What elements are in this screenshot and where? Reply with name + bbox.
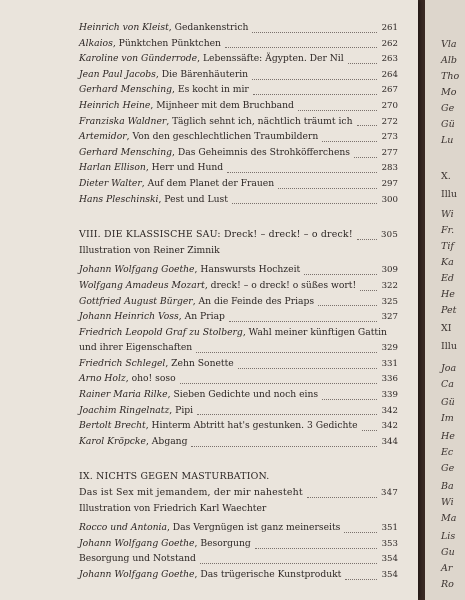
dot-leader bbox=[362, 429, 377, 431]
entry-author: Jean Paul Jacobs bbox=[79, 68, 156, 80]
entry-page: 336 bbox=[381, 374, 398, 385]
entry-title: Täglich sehnt ich, nächtlich träumt ich bbox=[172, 115, 353, 127]
dot-leader bbox=[197, 413, 377, 415]
entry-title: Sieben Gedichte und noch eins bbox=[173, 389, 319, 401]
toc-entry: Joachim Ringelnatz, Pipi 342 bbox=[79, 404, 398, 416]
toc-entry: Wolfgang Amadeus Mozart, dreck! – o dreck! o süßes wort! 322 bbox=[79, 279, 398, 291]
entry-title: Mijnheer mit dem Bruchband bbox=[156, 99, 294, 111]
entry-page: 342 bbox=[381, 421, 398, 432]
toc-entry: Bertolt Brecht, Hinterm Abtritt hat's gestunken. 3 Gedichte 342 bbox=[79, 420, 398, 432]
dot-leader bbox=[304, 273, 377, 275]
right-page-fragment: He bbox=[441, 289, 455, 300]
right-page-fragment: Mo bbox=[441, 87, 457, 98]
section-title: VIII. DIE KLASSISCHE SAU: Dreck! – dreck! – o dreck! bbox=[79, 229, 353, 241]
right-page-fragment: Ed bbox=[441, 273, 455, 284]
right-page-fragment: Ar bbox=[441, 563, 453, 574]
toc-entry: Rainer Maria Rilke, Sieben Gedichte und noch eins 339 bbox=[79, 389, 398, 401]
toc-entry: Heinrich Heine, Mijnheer mit dem Bruchband 270 bbox=[79, 99, 398, 111]
entry-page: 261 bbox=[381, 23, 398, 33]
table-of-contents bbox=[79, 22, 398, 585]
entry-author: Wolfgang Amadeus Mozart bbox=[79, 279, 205, 291]
right-page-fragment: Gü bbox=[441, 397, 455, 408]
dot-leader bbox=[344, 531, 377, 533]
entry-page: 351 bbox=[381, 523, 398, 534]
entry-author: Alkaios bbox=[79, 37, 113, 49]
entry-author: Artemidor bbox=[79, 131, 127, 143]
section-subtitle: Das ist Sex mit jemandem, der mir nahesteht bbox=[79, 487, 303, 499]
toc-entry: Arno Holz, oho! soso 336 bbox=[79, 373, 398, 385]
entry-author: Johann Wolfgang Goethe bbox=[79, 264, 195, 276]
entry-author: Karoline von Günderrode bbox=[79, 53, 198, 65]
entry-page: 300 bbox=[381, 194, 398, 205]
entry-page: 262 bbox=[381, 38, 398, 49]
dot-leader bbox=[322, 140, 377, 142]
right-page-fragment: Illu bbox=[441, 189, 457, 200]
entry-title: Wahl meiner künftigen Gattin bbox=[248, 326, 387, 338]
entry-title: Das Geheimnis des Strohköfferchens bbox=[177, 146, 351, 158]
section-subheading bbox=[79, 487, 398, 503]
dot-leader bbox=[348, 62, 377, 64]
right-page-fragment: Fr. bbox=[441, 225, 455, 236]
right-page-fragment: Alb bbox=[441, 55, 457, 66]
dot-leader bbox=[253, 93, 377, 95]
right-page-fragment: Ka bbox=[441, 257, 454, 268]
entry-author: Bertolt Brecht bbox=[79, 420, 146, 432]
entry-page: 273 bbox=[381, 132, 398, 143]
dot-leader bbox=[225, 46, 377, 48]
right-page-fragment: Ge bbox=[441, 103, 455, 114]
dot-leader bbox=[232, 202, 377, 204]
dot-leader bbox=[357, 124, 378, 126]
entry-page: 297 bbox=[381, 178, 398, 189]
entry-author: Johann Wolfgang Goethe bbox=[79, 537, 195, 549]
entry-title: An die Feinde des Priaps bbox=[198, 295, 315, 307]
entry-author: Gerhard Mensching bbox=[79, 146, 173, 158]
toc-entry bbox=[79, 553, 398, 569]
dot-leader bbox=[227, 171, 377, 173]
section-heading bbox=[79, 229, 398, 245]
illustration-credit bbox=[79, 245, 398, 261]
toc-entry: Johann Heinrich Voss, An Priap 327 bbox=[79, 311, 398, 323]
entry-page: 277 bbox=[381, 147, 398, 158]
toc-entry: Hans Pleschinski, Pest und Lust 300 bbox=[79, 193, 398, 205]
dot-leader bbox=[180, 382, 377, 384]
entry-author: Johann Wolfgang Goethe bbox=[79, 569, 195, 580]
entry-author: Franziska Waldner bbox=[79, 115, 167, 127]
entry-page: 263 bbox=[381, 54, 398, 65]
right-book-page bbox=[425, 0, 465, 600]
dot-leader bbox=[255, 547, 377, 549]
right-page-fragment: Gü bbox=[441, 119, 455, 130]
entry-page: 309 bbox=[381, 265, 398, 276]
toc-entry: Karoline von Günderrode, Lebenssäfte: Ägypten. Der Nil 263 bbox=[79, 53, 398, 65]
dot-leader bbox=[322, 398, 377, 400]
right-page-fragment: X. bbox=[441, 171, 451, 182]
entry-page: 283 bbox=[381, 163, 398, 174]
entry-title: Herr und Hund bbox=[151, 162, 224, 174]
entry-page: 329 bbox=[381, 343, 398, 354]
toc-entry: Friedrich Leopold Graf zu Stolberg, Wahl meiner künftigen Gattin bbox=[79, 326, 387, 338]
dot-leader bbox=[307, 496, 377, 498]
toc-entry: Harlan Ellison, Herr und Hund 283 bbox=[79, 162, 398, 174]
entry-title: Das Vergnügen ist ganz meinerseits bbox=[172, 522, 341, 534]
right-page-fragment: Vla bbox=[441, 39, 457, 50]
right-page-fragment: Lis bbox=[441, 531, 456, 542]
toc-entry: Johann Wolfgang Goethe, Das trügerische Kunstprodukt 354 bbox=[79, 569, 398, 580]
right-page-fragment: Illu bbox=[441, 341, 457, 352]
entry-page: 272 bbox=[381, 116, 398, 127]
entry-author: Gerhard Mensching bbox=[79, 84, 173, 96]
entry-author: Heinrich Heine bbox=[79, 99, 151, 111]
entry-title: Abgang bbox=[151, 435, 188, 447]
section-page: 305 bbox=[380, 230, 398, 241]
entry-page: 267 bbox=[381, 85, 398, 96]
right-page-fragment: Wi bbox=[441, 209, 454, 220]
dot-leader bbox=[252, 31, 377, 33]
section-title: IX. NICHTS GEGEN MASTURBATION. bbox=[79, 471, 270, 483]
entry-author: Harlan Ellison bbox=[79, 162, 146, 174]
entry-title: Auf dem Planet der Frauen bbox=[147, 177, 275, 189]
entry-title: Besorgung und Notstand bbox=[79, 553, 196, 565]
entry-page: 322 bbox=[381, 280, 398, 291]
right-page-fragment: Ca bbox=[441, 379, 454, 390]
entry-author: Rocco und Antonia bbox=[79, 522, 167, 534]
entry-title: Von den geschlechtlichen Traumbildern bbox=[132, 131, 319, 143]
dot-leader bbox=[298, 109, 377, 111]
dot-leader bbox=[345, 578, 377, 580]
entry-title: Das trügerische Kunstprodukt bbox=[200, 569, 342, 580]
entry-page: 353 bbox=[381, 538, 398, 549]
toc-entry: Artemidor, Von den geschlechtlichen Traumbildern 273 bbox=[79, 131, 398, 143]
illustration-credit bbox=[79, 503, 398, 519]
right-page-fragment: Ma bbox=[441, 513, 457, 524]
entry-title: Pipi bbox=[175, 404, 194, 416]
toc-entry: Rocco und Antonia, Das Vergnügen ist ganz meinerseits 351 bbox=[79, 522, 398, 534]
entry-page: 325 bbox=[381, 296, 398, 307]
entry-author: Gottfried August Bürger bbox=[79, 295, 193, 307]
entry-title: und ihrer Eigenschaften bbox=[79, 342, 193, 354]
toc-entry: Gottfried August Bürger, An die Feinde des Priaps 325 bbox=[79, 295, 398, 307]
right-page-fragment: Pet bbox=[441, 305, 457, 316]
entry-title: Pünktchen Pünktchen bbox=[118, 37, 221, 49]
toc-entry: Alkaios, Pünktchen Pünktchen 262 bbox=[79, 37, 398, 49]
toc-entry: Gerhard Mensching, Es kocht in mir 267 bbox=[79, 84, 398, 96]
entry-author: Friedrich Schlegel bbox=[79, 357, 166, 369]
entry-page: 331 bbox=[381, 358, 398, 369]
section-page: 347 bbox=[380, 488, 398, 499]
entry-title: Hanswursts Hochzeit bbox=[200, 264, 301, 276]
entry-author: Heinrich von Kleist bbox=[79, 22, 169, 33]
right-page-fragment: Tif bbox=[441, 241, 454, 252]
entry-author: Johann Heinrich Voss bbox=[79, 311, 179, 323]
entry-author: Hans Pleschinski bbox=[79, 193, 159, 205]
entry-author: Friedrich Leopold Graf zu Stolberg bbox=[79, 326, 243, 338]
entry-title: An Priap bbox=[184, 311, 225, 323]
right-page-fragment: Tho bbox=[441, 71, 460, 82]
toc-entry: Heinrich von Kleist, Gedankenstrich 261 bbox=[79, 22, 398, 33]
dot-leader bbox=[196, 351, 377, 353]
entry-title: Besorgung bbox=[200, 537, 251, 549]
right-page-fragment: XI bbox=[441, 323, 452, 334]
right-page-fragment: Ge bbox=[441, 463, 455, 474]
toc-entry: Franziska Waldner, Täglich sehnt ich, nächtlich träumt ich 272 bbox=[79, 115, 398, 127]
dot-leader bbox=[229, 320, 377, 322]
entry-title: Hinterm Abtritt hat's gestunken. 3 Gedichte bbox=[151, 420, 358, 432]
entry-author: Joachim Ringelnatz bbox=[79, 404, 170, 416]
illustration-text: Illustration von Friedrich Karl Waechter bbox=[79, 502, 267, 514]
entry-title: oho! soso bbox=[131, 373, 176, 385]
entry-title: dreck! – o dreck! o süßes wort! bbox=[210, 279, 357, 291]
entry-page: 264 bbox=[381, 69, 398, 80]
entry-page: 339 bbox=[381, 390, 398, 401]
dot-leader bbox=[238, 367, 377, 369]
toc-entry: Gerhard Mensching, Das Geheimnis des Strohköfferchens 277 bbox=[79, 146, 398, 158]
toc-entry: Johann Wolfgang Goethe, Hanswursts Hochzeit 309 bbox=[79, 264, 398, 276]
toc-entry: Jean Paul Jacobs, Die Bärenhäuterin 264 bbox=[79, 68, 398, 80]
dot-leader bbox=[200, 562, 377, 564]
entry-title: Pest und Lust bbox=[164, 193, 228, 205]
dot-leader bbox=[318, 304, 377, 306]
toc-entry: Karol Kröpcke, Abgang 344 bbox=[79, 435, 398, 447]
entry-author: Dieter Walter bbox=[79, 177, 142, 189]
dot-leader bbox=[278, 187, 377, 189]
entry-title: Die Bärenhäuterin bbox=[161, 68, 249, 80]
right-page-fragment: Ec bbox=[441, 447, 454, 458]
dot-leader bbox=[360, 289, 377, 291]
entry-page: 342 bbox=[381, 405, 398, 416]
toc-entry-continued bbox=[79, 342, 398, 358]
right-page-fragment: Im bbox=[441, 413, 454, 424]
entry-page: 327 bbox=[381, 312, 398, 323]
section-heading bbox=[79, 471, 398, 487]
entry-title: Gedankenstrich bbox=[174, 22, 249, 33]
entry-title: Zehn Sonette bbox=[171, 357, 234, 369]
dot-leader bbox=[191, 445, 377, 447]
entry-page: 354 bbox=[381, 570, 398, 580]
toc-entry: Dieter Walter, Auf dem Planet der Frauen 297 bbox=[79, 177, 398, 189]
dot-leader bbox=[252, 78, 377, 80]
entry-page: 354 bbox=[381, 554, 398, 565]
right-page-fragment: Ba bbox=[441, 481, 454, 492]
entry-author: Arno Holz bbox=[79, 373, 126, 385]
entry-author: Rainer Maria Rilke bbox=[79, 389, 168, 401]
entry-author: Karol Kröpcke bbox=[79, 435, 146, 447]
illustration-text: Illustration von Reiner Zimnik bbox=[79, 244, 220, 256]
right-page-fragment: Wi bbox=[441, 497, 454, 508]
right-page-fragment: Ro bbox=[441, 579, 454, 590]
entry-page: 270 bbox=[381, 100, 398, 111]
right-page-fragment: Joa bbox=[441, 363, 457, 374]
dot-leader bbox=[357, 238, 377, 240]
dot-leader bbox=[354, 156, 377, 158]
right-page-fragment: Gu bbox=[441, 547, 455, 558]
toc-entry: Friedrich Schlegel, Zehn Sonette 331 bbox=[79, 357, 398, 369]
entry-title: Es kocht in mir bbox=[177, 84, 249, 96]
right-page-fragment: He bbox=[441, 431, 455, 442]
entry-page: 344 bbox=[381, 436, 398, 447]
entry-title: Lebenssäfte: Ägypten. Der Nil bbox=[202, 53, 344, 65]
toc-entry: Johann Wolfgang Goethe, Besorgung 353 bbox=[79, 537, 398, 549]
right-page-fragment: Lu bbox=[441, 135, 454, 146]
